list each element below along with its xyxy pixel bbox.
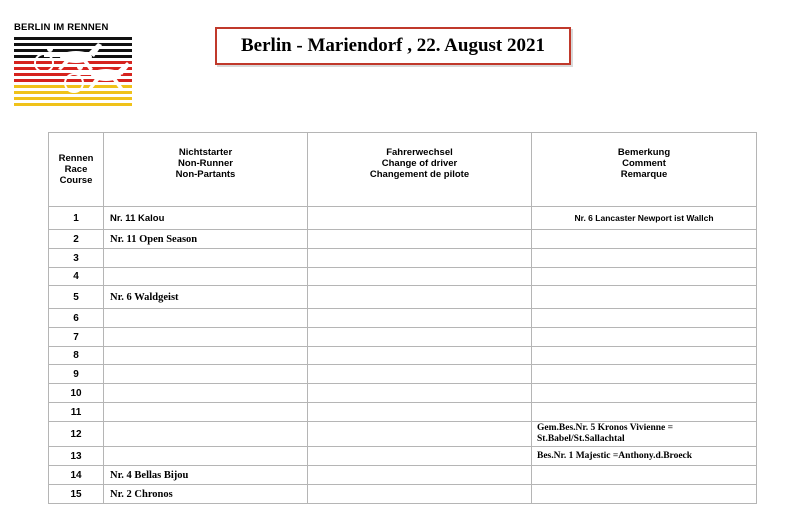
driver-change-cell	[308, 309, 532, 328]
table-row	[49, 328, 757, 347]
remark-cell	[532, 485, 757, 504]
nonrunner-cell: Nr. 11 Open Season	[104, 230, 308, 249]
table-row	[49, 207, 757, 230]
race-number: 7	[49, 328, 104, 347]
table-row	[49, 403, 757, 422]
table-header-row	[49, 133, 757, 207]
race-number: 5	[49, 286, 104, 309]
driver-change-cell	[308, 268, 532, 286]
driver-change-cell	[308, 384, 532, 403]
nonrunner-cell	[104, 347, 308, 365]
table-row	[49, 485, 757, 504]
driver-change-cell	[308, 403, 532, 422]
table-row	[49, 422, 757, 447]
driver-change-cell	[308, 230, 532, 249]
nonrunner-cell	[104, 249, 308, 268]
table-row	[49, 268, 757, 286]
nonrunner-cell	[104, 268, 308, 286]
nonrunner-cell	[104, 447, 308, 466]
race-number: 3	[49, 249, 104, 268]
nonrunner-cell: Nr. 2 Chronos	[104, 485, 308, 504]
table-row	[49, 365, 757, 384]
nonrunner-cell	[104, 328, 308, 347]
remark-cell: Nr. 6 Lancaster Newport ist Wallch	[532, 207, 757, 230]
race-number: 8	[49, 347, 104, 365]
nonrunner-cell	[104, 403, 308, 422]
remark-cell	[532, 309, 757, 328]
remark-cell	[532, 249, 757, 268]
remark-cell: Gem.Bes.Nr. 5 Kronos Vivienne = St.Babel/St.Sallachtal	[532, 422, 757, 447]
table-row	[49, 384, 757, 403]
nonrunner-cell	[104, 309, 308, 328]
nonrunner-cell	[104, 422, 308, 447]
race-number: 2	[49, 230, 104, 249]
trotting-horse-logo-icon	[14, 35, 132, 107]
race-number: 11	[49, 403, 104, 422]
remark-cell	[532, 286, 757, 309]
nonrunner-cell: Nr. 4 Bellas Bijou	[104, 466, 308, 485]
remark-cell	[532, 403, 757, 422]
race-number: 14	[49, 466, 104, 485]
table-row	[49, 447, 757, 466]
race-number: 6	[49, 309, 104, 328]
page-title-box	[215, 27, 571, 65]
berlin-im-rennen-logo	[14, 22, 132, 108]
nonrunner-cell: Nr. 6 Waldgeist	[104, 286, 308, 309]
header-driver-change: Fahrerwechsel Change of driver Changement de pilote	[308, 133, 532, 207]
race-number: 12	[49, 422, 104, 447]
header-nonrunner: Nichtstarter Non-Runner Non-Partants	[104, 133, 308, 207]
table-row	[49, 466, 757, 485]
race-number: 15	[49, 485, 104, 504]
nonrunner-cell: Nr. 11 Kalou	[104, 207, 308, 230]
table-row	[49, 309, 757, 328]
race-number: 10	[49, 384, 104, 403]
header-race: Rennen Race Course	[49, 133, 104, 207]
page-title: Berlin - Mariendorf , 22. August 2021	[241, 35, 545, 56]
race-number: 9	[49, 365, 104, 384]
table-row	[49, 347, 757, 365]
driver-change-cell	[308, 286, 532, 309]
remark-cell	[532, 230, 757, 249]
remark-cell	[532, 384, 757, 403]
race-number: 4	[49, 268, 104, 286]
remark-cell	[532, 347, 757, 365]
driver-change-cell	[308, 447, 532, 466]
table-row	[49, 230, 757, 249]
remark-cell	[532, 328, 757, 347]
remark-cell	[532, 466, 757, 485]
driver-change-cell	[308, 485, 532, 504]
logo-text: BERLIN IM RENNEN	[14, 22, 109, 33]
nonrunner-cell	[104, 384, 308, 403]
driver-change-cell	[308, 422, 532, 447]
table-row	[49, 286, 757, 309]
driver-change-cell	[308, 347, 532, 365]
table-row	[49, 249, 757, 268]
driver-change-cell	[308, 466, 532, 485]
header-remark: Bemerkung Comment Remarque	[532, 133, 757, 207]
driver-change-cell	[308, 207, 532, 230]
nonrunner-cell	[104, 365, 308, 384]
remark-cell: Bes.Nr. 1 Majestic =Anthony.d.Broeck	[532, 447, 757, 466]
race-number: 1	[49, 207, 104, 230]
race-number: 13	[49, 447, 104, 466]
remark-cell	[532, 365, 757, 384]
non-runner-table	[48, 132, 757, 504]
remark-cell	[532, 268, 757, 286]
driver-change-cell	[308, 249, 532, 268]
driver-change-cell	[308, 365, 532, 384]
driver-change-cell	[308, 328, 532, 347]
